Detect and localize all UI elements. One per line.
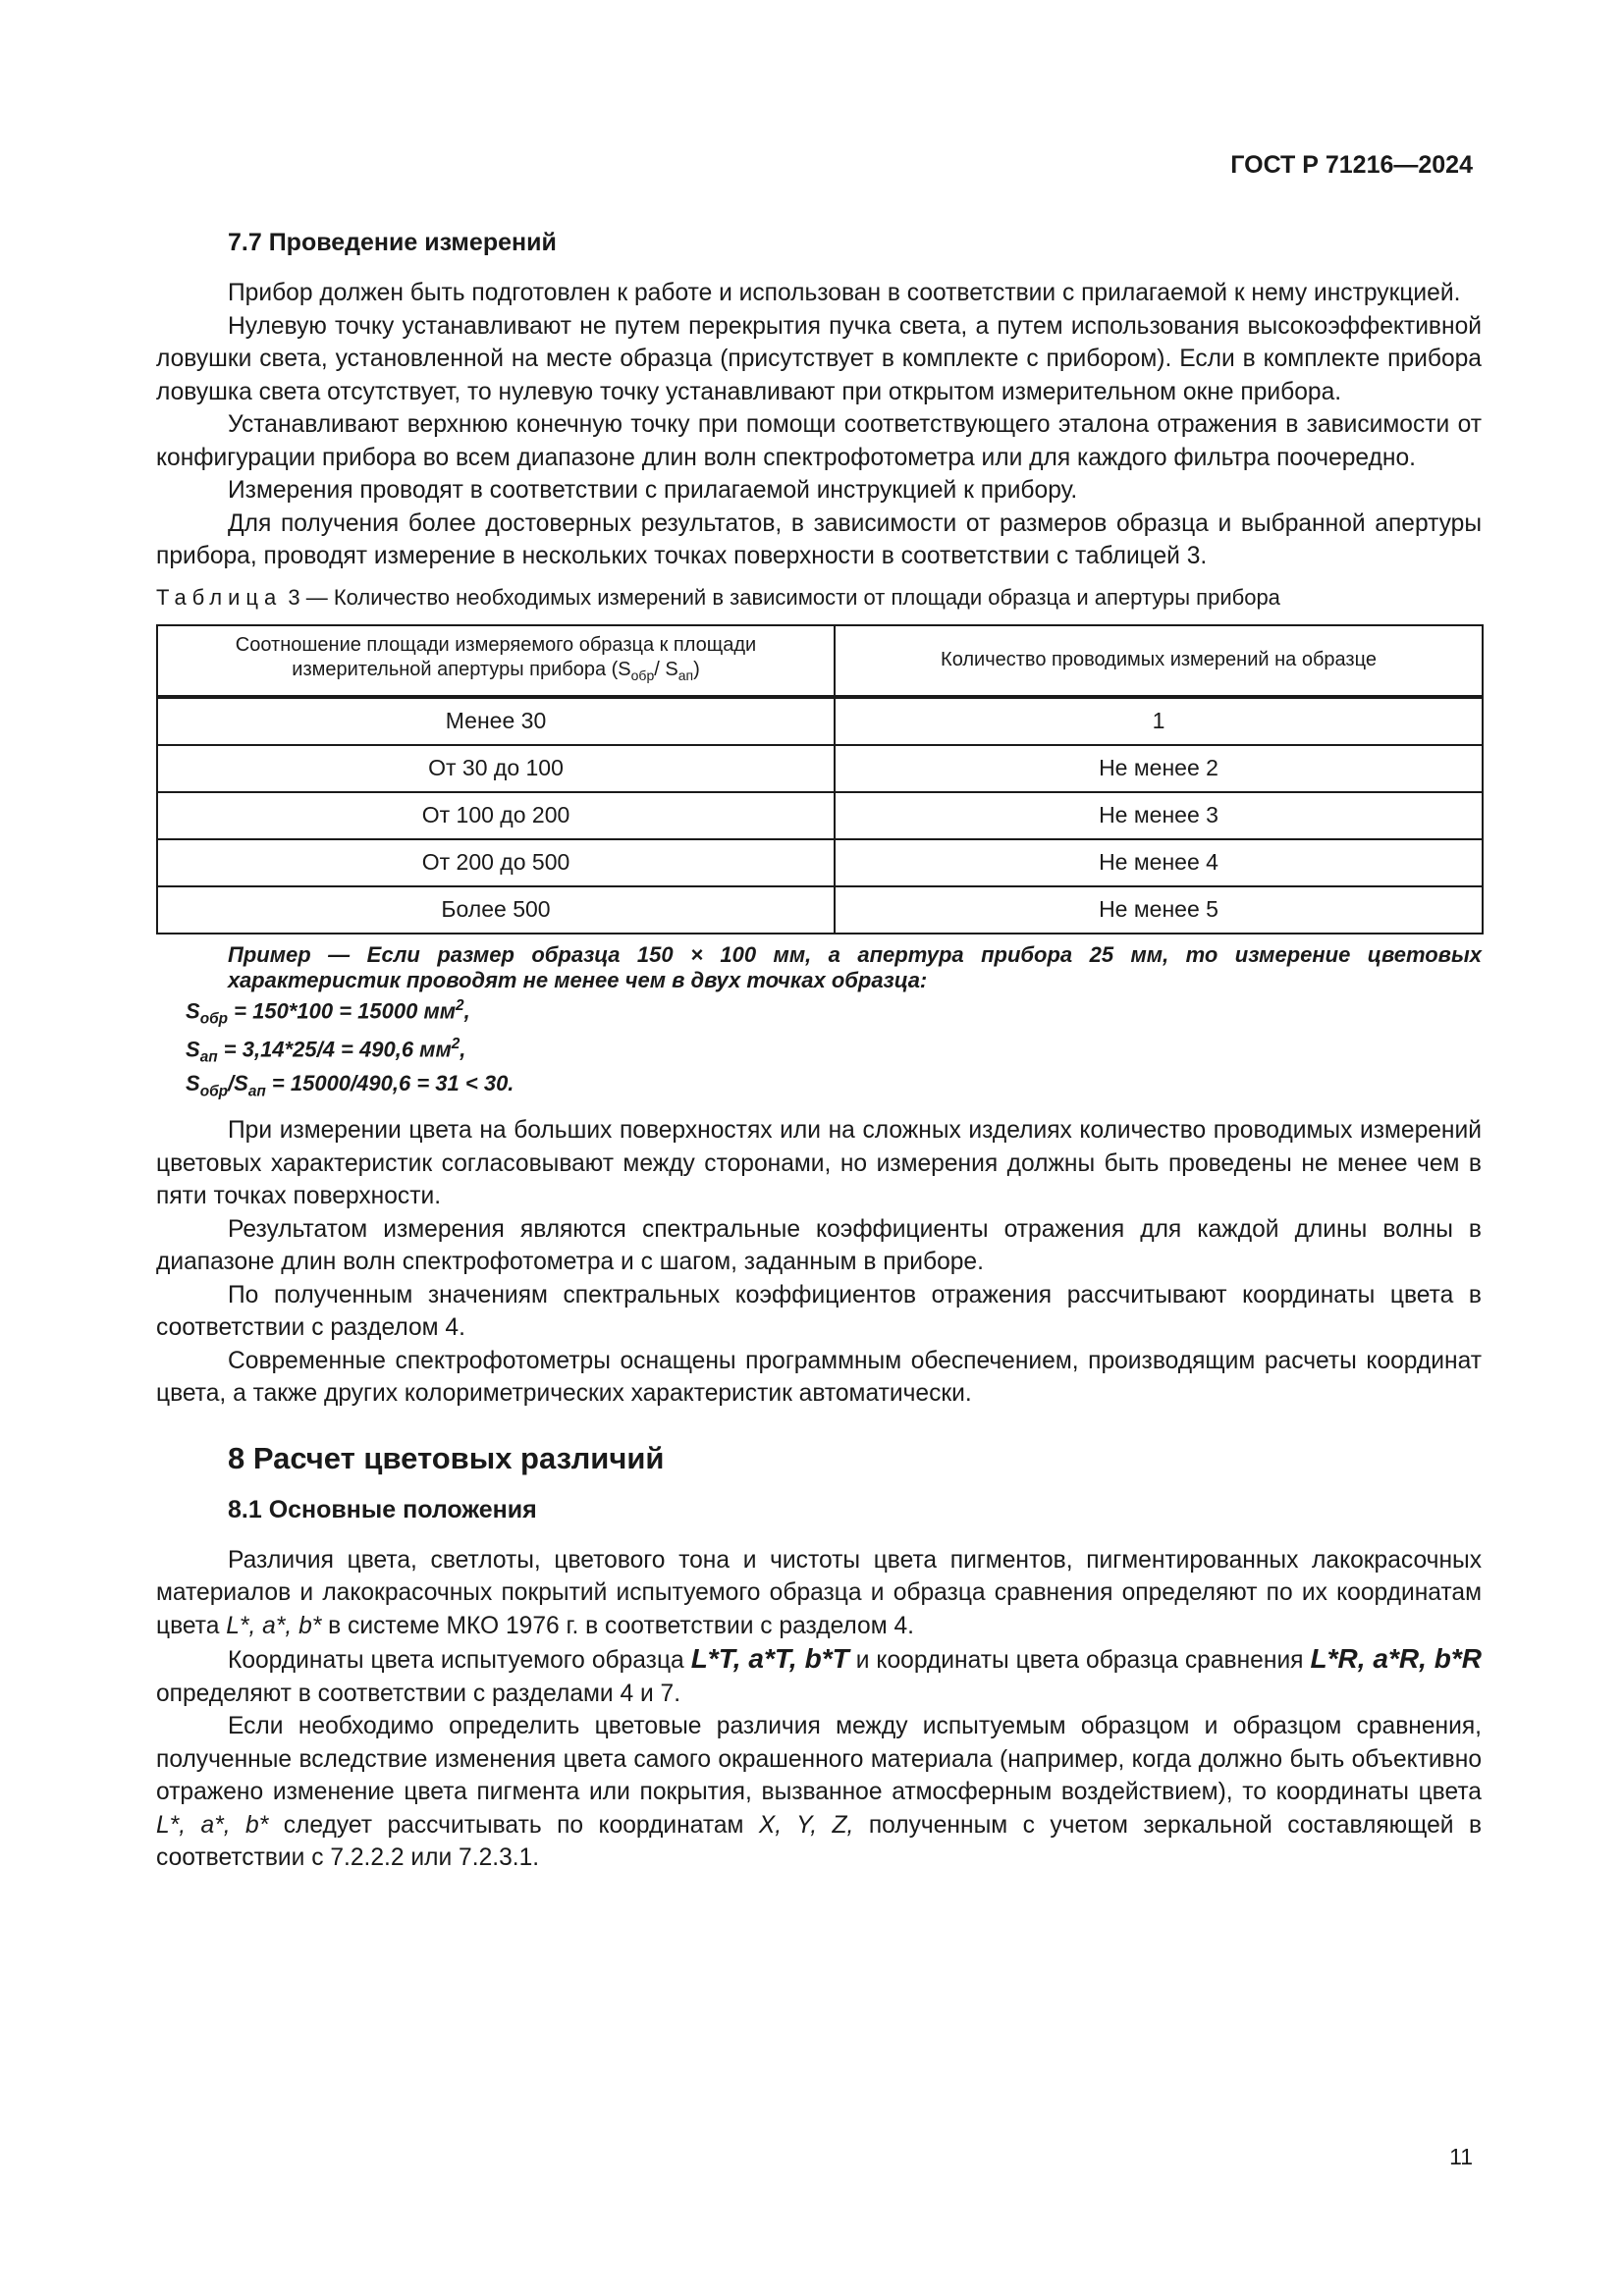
header-line: / S (654, 658, 678, 680)
text-run: полученным с учетом зеркальной составляющей в соответствии с 7.2.2.2 или 7.2.3.1. (156, 1811, 1483, 1872)
table-row (157, 886, 1483, 934)
paragraph: Нулевую точку устанавливают не путем перекрытия пучка света, а путем использования высокоэффективной ловушки света, установленной на месте образца (присутствует в комплекте с прибором). Если в комплекте прибора ловушка света отсутствует, то нулевую точку устанавливают при открытом измерительном окне прибора. (156, 312, 1482, 405)
table-row (157, 839, 1483, 886)
superscript: 2 (451, 1036, 460, 1053)
page-content (156, 228, 1482, 1875)
text-run: Координаты цвета испытуемого образца (228, 1647, 691, 1675)
table-cell-ratio: Менее 30 (157, 697, 835, 745)
column-header-count: Количество проводимых измерений на образце (835, 625, 1483, 697)
subscript: обр (630, 667, 655, 683)
formula-area-sample (156, 993, 1482, 1033)
subscript: ап (247, 1083, 266, 1100)
coordinates-lab: L*, a*, b* (156, 1811, 269, 1839)
table-row (157, 697, 1483, 745)
table-cell-ratio: От 200 до 500 (157, 839, 835, 886)
text-run: в системе МКО 1976 г. в соответствии с разделом 4. (321, 1612, 914, 1639)
document-code-header: ГОСТ Р 71216—2024 (1230, 151, 1473, 179)
formula-part: , (460, 1037, 466, 1062)
table-cell-count: Не менее 3 (835, 792, 1483, 839)
formula-part: /S (228, 1070, 248, 1095)
table-row (157, 745, 1483, 792)
table-cell-count: Не менее 4 (835, 839, 1483, 886)
paragraph (156, 1642, 1482, 1710)
coordinates-xyz: X, Y, Z, (758, 1811, 854, 1839)
page-number: 11 (1449, 2144, 1473, 2169)
subscript: ап (677, 667, 694, 683)
section-7-7-title: 7.7 Проведение измерений (228, 229, 557, 256)
formula-part: S (186, 997, 200, 1023)
formula-part: = 3,14*25/4 = 490,6 мм (217, 1037, 452, 1062)
paragraph: Современные спектрофотометры оснащены программным обеспечением, производящим расчеты координат цвета, а также других колориметрических характеристик автоматически. (156, 1347, 1482, 1408)
header-line: измерительной апертуры прибора (S (292, 658, 631, 680)
paragraph: Для получения более достоверных результатов, в зависимости от размеров образца и выбранной апертуры прибора, проводят измерение в нескольких точках поверхности в соответствии с таблицей 3. (156, 509, 1482, 569)
subscript: ап (199, 1048, 218, 1066)
table-cell-count: Не менее 2 (835, 745, 1483, 792)
paragraph: Устанавливают верхнюю конечную точку при помощи соответствующего эталона отражения в зависимости от конфигурации прибора во всем диапазоне длин волн спектрофотометра или для каждого фильтра поочередно. (156, 411, 1482, 471)
section-8-title: 8 Расчет цветовых различий (228, 1440, 665, 1475)
coordinates-lab: L*, a*, b* (226, 1612, 322, 1639)
section-8-1-title: 8.1 Основные положения (228, 1495, 537, 1523)
table-caption-text: 3 — Количество необходимых измерений в зависимости от площади образца и апертуры прибора (288, 584, 1280, 610)
formula-part: = 150*100 = 15000 мм (228, 997, 456, 1023)
formula-part: S (186, 1037, 200, 1062)
example-text: Пример — Если размер образца 150 × 100 мм, а апертура прибора 25 мм, то измерение цветовых характеристик проводят не менее чем в двух точках образца: (228, 941, 1482, 992)
paragraph: При измерении цвета на больших поверхностях или на сложных изделиях количество проводимых измерений цветовых характеристик согласовывают между сторонами, но измерения должны быть проведены не менее чем в пяти точках поверхности. (156, 1117, 1482, 1210)
formula-part: , (463, 997, 470, 1023)
table-cell-count: 1 (835, 697, 1483, 745)
text-run: определяют в соответствии с разделами 4 и 7. (156, 1680, 681, 1707)
example-block (156, 942, 1482, 1105)
text-run: Различия цвета, светлоты, цветового тона и чистоты цвета пигментов, пигментированных лакокрасочных материалов и лакокрасочных покрытий испытуемого образца и образца сравнения определяют по их координатам цвета (156, 1546, 1482, 1639)
table-cell-ratio: Более 500 (157, 886, 835, 934)
table-row (157, 792, 1483, 839)
paragraph: По полученным значениям спектральных коэффициентов отражения рассчитывают координаты цвета в соответствии с разделом 4. (156, 1281, 1482, 1342)
text-run: Если необходимо определить цветовые различия между испытуемым образцом и образцом сравнения, полученные вследствие изменения цвета самого окрашенного материала (например, когда должно быть объективно отражено изменение цвета пигмента или покрытия, вызванное атмосферным воздействием), то координаты цвета (156, 1713, 1482, 1806)
formula-area-aperture (156, 1032, 1482, 1071)
table-3 (156, 624, 1484, 934)
formula-part: = 15000/490,6 = 31 < 30. (265, 1070, 514, 1095)
table-3-caption (156, 583, 1482, 613)
text-run: и координаты цвета образца сравнения (848, 1647, 1311, 1675)
formula-ratio (156, 1071, 1482, 1104)
table-cell-ratio: От 100 до 200 (157, 792, 835, 839)
text-run: следует рассчитывать по координатам (268, 1811, 759, 1839)
table-caption-word: Таблица (156, 584, 283, 610)
paragraph (156, 1710, 1482, 1875)
table-header-row (157, 625, 1483, 697)
table-cell-count: Не менее 5 (835, 886, 1483, 934)
header-line: Соотношение площади измеряемого образца к площади (235, 633, 757, 656)
subscript: обр (199, 1010, 229, 1028)
superscript: 2 (456, 996, 464, 1014)
paragraph: Прибор должен быть подготовлен к работе и использован в соответствии с прилагаемой к нему инструкцией. (228, 280, 1461, 306)
subscript: обр (199, 1083, 229, 1100)
coordinates-reference-sample: L*R, a*R, b*R (1310, 1643, 1483, 1675)
header-line: ) (693, 658, 700, 680)
paragraph: Измерения проводят в соответствии с прилагаемой инструкцией к прибору. (228, 477, 1078, 504)
column-header-ratio (157, 625, 835, 697)
paragraph (156, 1544, 1482, 1643)
table-cell-ratio: От 30 до 100 (157, 745, 835, 792)
paragraph: Результатом измерения являются спектральные коэффициенты отражения для каждой длины волны в диапазоне длин волн спектрофотометра и с шагом, заданным в приборе. (156, 1215, 1482, 1276)
coordinates-test-sample: L*T, a*T, b*T (690, 1643, 849, 1675)
formula-part: S (186, 1070, 200, 1095)
